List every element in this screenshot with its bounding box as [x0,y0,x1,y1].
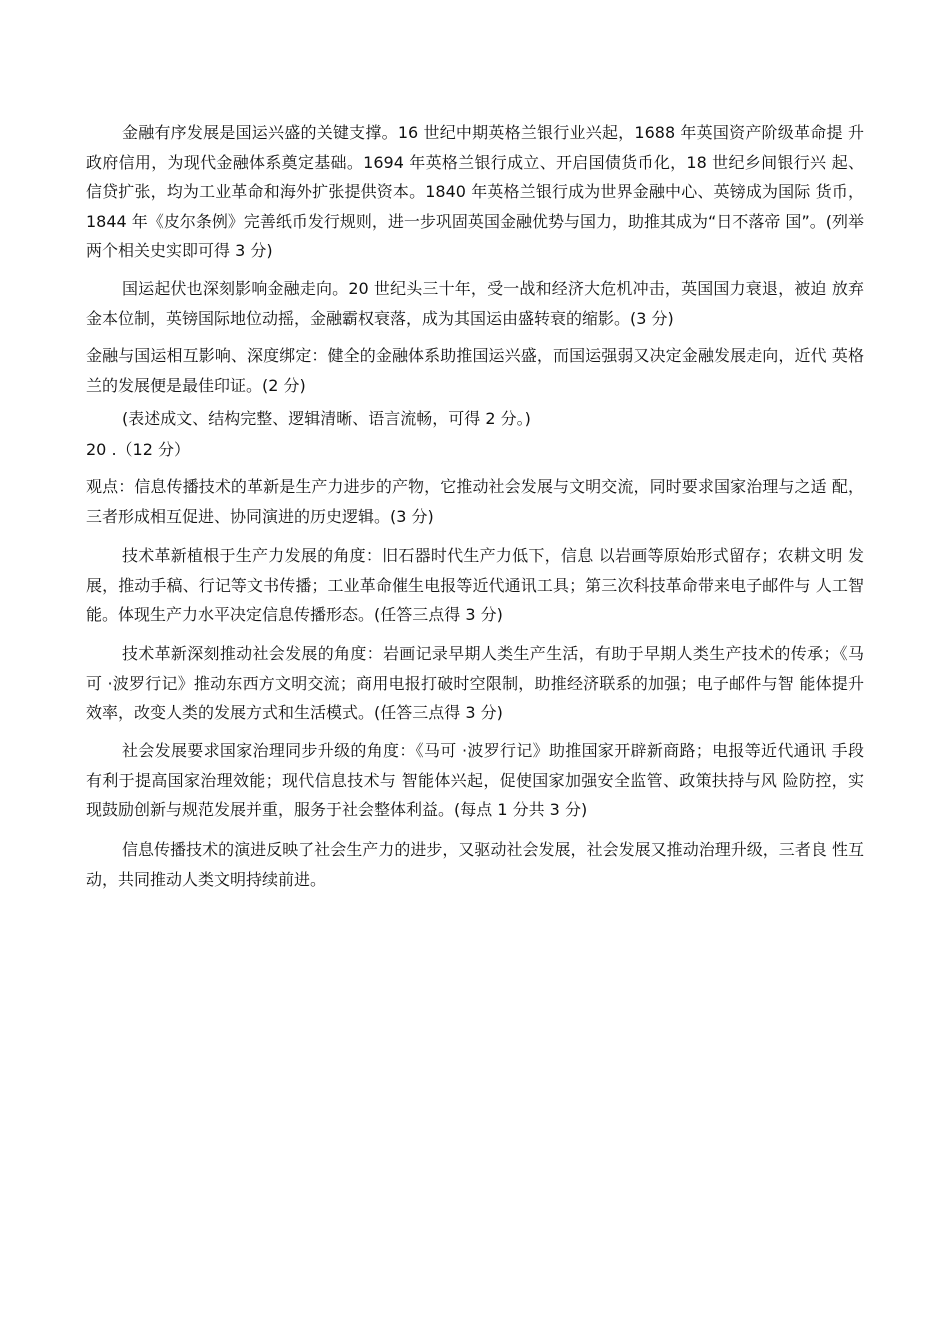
paragraph-productivity-angle: 技术革新植根于生产力发展的角度：旧石器时代生产力低下，信息 以岩画等原始形式留存；农耕文明 发展，推动手稿、行记等文书传播；工业革命催生电报等近代通讯工具；第三次科技革命带来电子邮件与 人工智能。体现生产力水平决定信息传播形态。(任答三点得 3 分) [86,546,864,624]
question-20-heading: 20 .（12 分） [86,440,190,459]
paragraph-governance-angle: 社会发展要求国家治理同步升级的角度：《马可 ·波罗行记》助推国家开辟新商路；电报等近代通讯 手段有利于提高国家治理效能；现代信息技术与 智能体兴起，促使国家加强安全监管、政策扶持与风 险防控，实现鼓励创新与规范发展并重，服务于社会整体利益。(每点 1 分共 3 分) [86,741,864,819]
paragraph-finance-development: 金融有序发展是国运兴盛的关键支撑。16 世纪中期英格兰银行业兴起，1688 年英国资产阶级革命提 升政府信用，为现代金融体系奠定基础。1694 年英格兰银行成立、开启国债货币化，18 世纪乡间银行兴 起、信贷扩张，均为工业革命和海外扩张提供资本。1840 年英格兰银行成为世界金融中心、英镑成为国际 货币，1844 年《皮尔条例》完善纸币发行规则，进一步巩固英国金融优势与国力，助推其成为“日不落帝 国”。(列举两个相关史实即可得 3 分) [86,123,864,260]
paragraph-conclusion: 信息传播技术的演进反映了社会生产力的进步，又驱动社会发展，社会发展又推动治理升级，三者良 性互动，共同推动人类文明持续前进。 [86,840,864,889]
paragraph-viewpoint: 观点：信息传播技术的革新是生产力进步的产物，它推动社会发展与文明交流，同时要求国家治理与之适 配，三者形成相互促进、协同演进的历史逻辑。(3 分) [86,477,864,526]
paragraph-social-development-angle: 技术革新深刻推动社会发展的角度：岩画记录早期人类生产生活，有助于早期人类生产技术的传承；《马可 ·波罗行记》推动东西方文明交流；商用电报打破时空限制，助推经济联系的加强；电子邮件与智 能体提升效率，改变人类的发展方式和生活模式。(任答三点得 3 分) [86,644,864,722]
paragraph-writing-score: (表述成文、结构完整、逻辑清晰、语言流畅，可得 2 分。) [122,409,531,428]
paragraph-finance-fortune-link: 金融与国运相互影响、深度绑定：健全的金融体系助推国运兴盛，而国运强弱又决定金融发展走向，近代 英格兰的发展便是最佳印证。(2 分) [86,346,864,395]
paragraph-national-fortune-decline: 国运起伏也深刻影响金融走向。20 世纪头三十年，受一战和经济大危机冲击，英国国力衰退，被迫 放弃金本位制，英镑国际地位动摇，金融霸权衰落，成为其国运由盛转衰的缩影。(3 分) [86,279,864,328]
